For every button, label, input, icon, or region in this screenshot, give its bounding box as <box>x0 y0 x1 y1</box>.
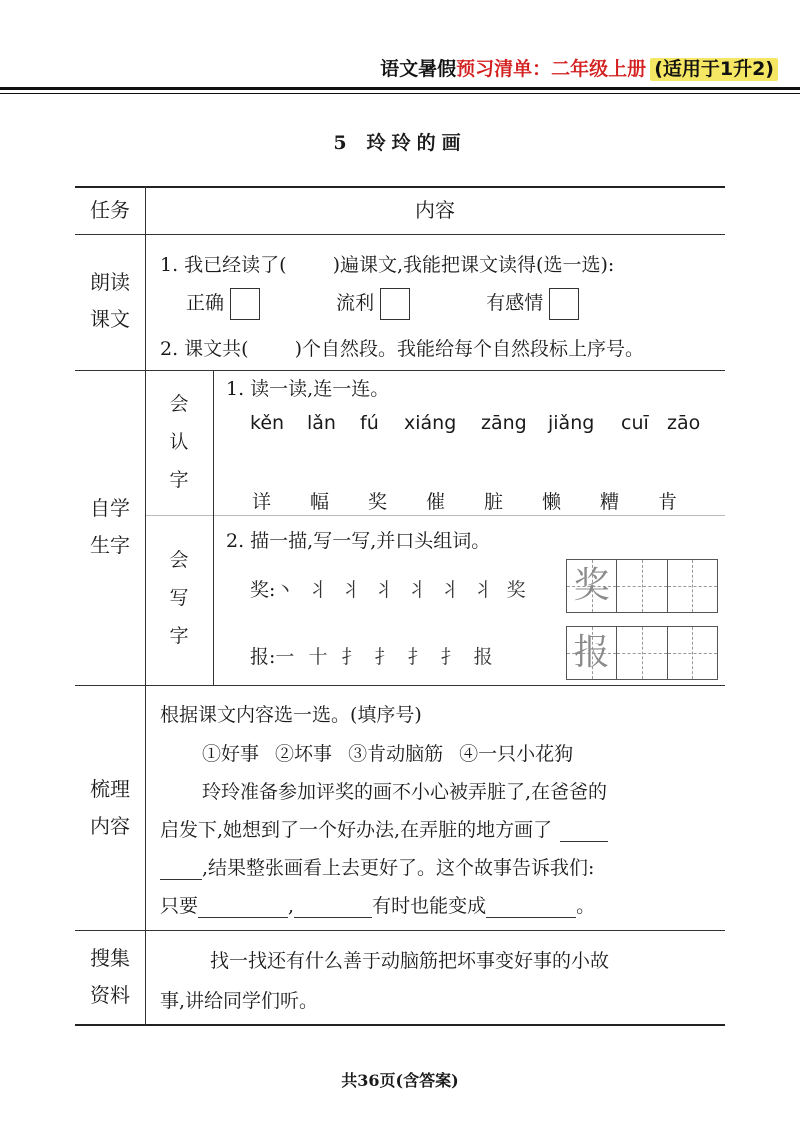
summary-paragraph-1: 玲玲准备参加评奖的画不小心被弄脏了,在爸爸的 <box>202 781 608 803</box>
hanzi-item[interactable]: 幅 <box>310 491 330 513</box>
header-rule-thick <box>0 87 800 90</box>
question-text: )个自然段。我能给每个自然段标上序号。 <box>294 338 645 360</box>
reading-question-1 <box>160 250 614 277</box>
lesson-title <box>0 128 800 155</box>
pinyin-item[interactable]: zāo <box>667 412 701 434</box>
characters-label-line2: 生字 <box>90 533 130 557</box>
table-row-divider <box>75 234 725 235</box>
fill-blank-2[interactable] <box>198 917 288 918</box>
paragraph-text: 有时也能变成 <box>372 895 487 917</box>
reading-options <box>186 288 579 320</box>
header-grade-badge: (适用于1升2) <box>650 58 778 81</box>
summary-label-line2: 内容 <box>90 814 130 838</box>
question-text: )遍课文,我能把课文读得(选一选): <box>332 254 615 276</box>
paragraph-text: ,结果整张画看上去更好了。这个故事告诉我们: <box>202 857 595 879</box>
pinyin-item[interactable]: kěn <box>250 412 285 434</box>
recognize-label-1: 会 <box>169 393 189 415</box>
option-label: 流利 <box>336 292 375 314</box>
writing-grid-jiang[interactable] <box>566 559 718 613</box>
pinyin-item[interactable]: zāng <box>481 412 527 434</box>
recognize-instruction: 1. 读一读,连一连。 <box>226 378 390 400</box>
table-row-divider <box>75 685 725 686</box>
collect-label-line2: 资料 <box>90 983 130 1007</box>
reading-question-2 <box>160 334 644 361</box>
column-header-task: 任务 <box>90 198 130 222</box>
stroke-order-bao <box>250 642 497 669</box>
stroke-sequence: 一 十 扌 扌 扌 扌 报 <box>275 646 497 668</box>
reading-label-line2: 课文 <box>90 307 130 331</box>
summary-paragraph-4 <box>160 891 595 918</box>
table-bottom-border <box>75 1024 725 1026</box>
grid-cell[interactable] <box>667 627 717 679</box>
header-rule-thin <box>0 93 800 94</box>
pinyin-item[interactable]: jiǎng <box>548 412 595 434</box>
fill-blank-4[interactable] <box>486 917 576 918</box>
model-character: 奖 <box>573 565 610 606</box>
write-label-2: 写 <box>169 587 189 609</box>
pinyin-item[interactable]: fú <box>360 412 379 434</box>
lesson-name: 玲玲的画 <box>366 132 467 154</box>
stroke-label: 报: <box>250 646 276 668</box>
collect-text-1: 找一找还有什么善于动脑筋把坏事变好事的小故 <box>210 950 610 972</box>
checkbox-fluent[interactable] <box>380 288 410 320</box>
summary-instruction: 根据课文内容选一选。(填序号) <box>160 704 422 726</box>
stroke-order-jiang <box>250 575 530 602</box>
hanzi-item[interactable]: 脏 <box>484 491 504 513</box>
grid-cell[interactable] <box>567 627 616 679</box>
collect-label-line1: 搜集 <box>90 946 130 970</box>
table-row-divider <box>75 370 725 371</box>
paragraph-text: 。 <box>576 895 596 917</box>
table-top-border <box>75 186 725 188</box>
hanzi-item[interactable]: 奖 <box>368 491 388 513</box>
paragraph-text: 只要 <box>160 895 199 917</box>
characters-label-line1: 自学 <box>90 496 130 520</box>
grid-cell[interactable] <box>616 560 666 612</box>
model-character: 报 <box>573 632 610 673</box>
question-text: 1. 我已经读了( <box>160 254 287 276</box>
hanzi-item[interactable]: 催 <box>426 491 446 513</box>
column-header-content: 内容 <box>415 198 455 222</box>
grid-cell[interactable] <box>616 627 666 679</box>
summary-options: ①好事 ②坏事 ③肯动脑筋 ④一只小花狗 <box>202 743 574 765</box>
lesson-number: 5 <box>333 132 347 154</box>
table-row-divider <box>145 515 725 516</box>
stroke-sequence: 丶 丬 丬 丬 丬 丬 丬 奖 <box>275 579 530 601</box>
pinyin-item[interactable]: lǎn <box>307 412 336 434</box>
writing-grid-bao[interactable] <box>566 626 718 680</box>
hanzi-item[interactable]: 详 <box>252 491 272 513</box>
grid-cell[interactable] <box>667 560 717 612</box>
fill-blank-3[interactable] <box>294 917 372 918</box>
question-text: 2. 课文共( <box>160 338 249 360</box>
paragraph-text: , <box>288 895 295 917</box>
collect-text-2: 事,讲给同学们听。 <box>160 990 319 1012</box>
option-label: 有感情 <box>486 292 544 314</box>
write-label-3: 字 <box>169 625 189 647</box>
summary-label-line1: 梳理 <box>90 777 130 801</box>
fill-blank-1[interactable] <box>560 841 608 842</box>
pinyin-item[interactable]: xiáng <box>404 412 457 434</box>
pinyin-item[interactable]: cuī <box>621 412 649 434</box>
table-column-divider <box>145 186 146 1025</box>
hanzi-item[interactable]: 糟 <box>600 491 620 513</box>
header-title: 预习清单：二年级上册 <box>456 58 647 80</box>
write-instruction: 2. 描一描,写一写,并口头组词。 <box>226 530 491 552</box>
page-header <box>380 54 778 81</box>
reading-label-line1: 朗读 <box>90 270 130 294</box>
recognize-label-2: 认 <box>169 431 189 453</box>
write-label-1: 会 <box>169 549 189 571</box>
stroke-label: 奖: <box>250 579 276 601</box>
summary-paragraph-3 <box>160 853 594 880</box>
option-label: 正确 <box>186 292 225 314</box>
hanzi-item[interactable]: 肯 <box>658 491 678 513</box>
header-subject: 语文暑假 <box>380 58 457 80</box>
fill-blank-1-continued[interactable] <box>160 879 202 880</box>
paragraph-text: 启发下,她想到了一个好办法,在弄脏的地方画了 <box>160 819 553 841</box>
table-subcolumn-divider <box>213 370 214 685</box>
checkbox-correct[interactable] <box>230 288 260 320</box>
summary-paragraph-2 <box>160 815 608 842</box>
hanzi-item[interactable]: 懒 <box>542 491 562 513</box>
checkbox-expressive[interactable] <box>549 288 579 320</box>
grid-cell[interactable] <box>567 560 616 612</box>
recognize-label-3: 字 <box>169 469 189 491</box>
page-footer: 共36页(含答案) <box>341 1071 459 1090</box>
table-row-divider <box>75 930 725 931</box>
